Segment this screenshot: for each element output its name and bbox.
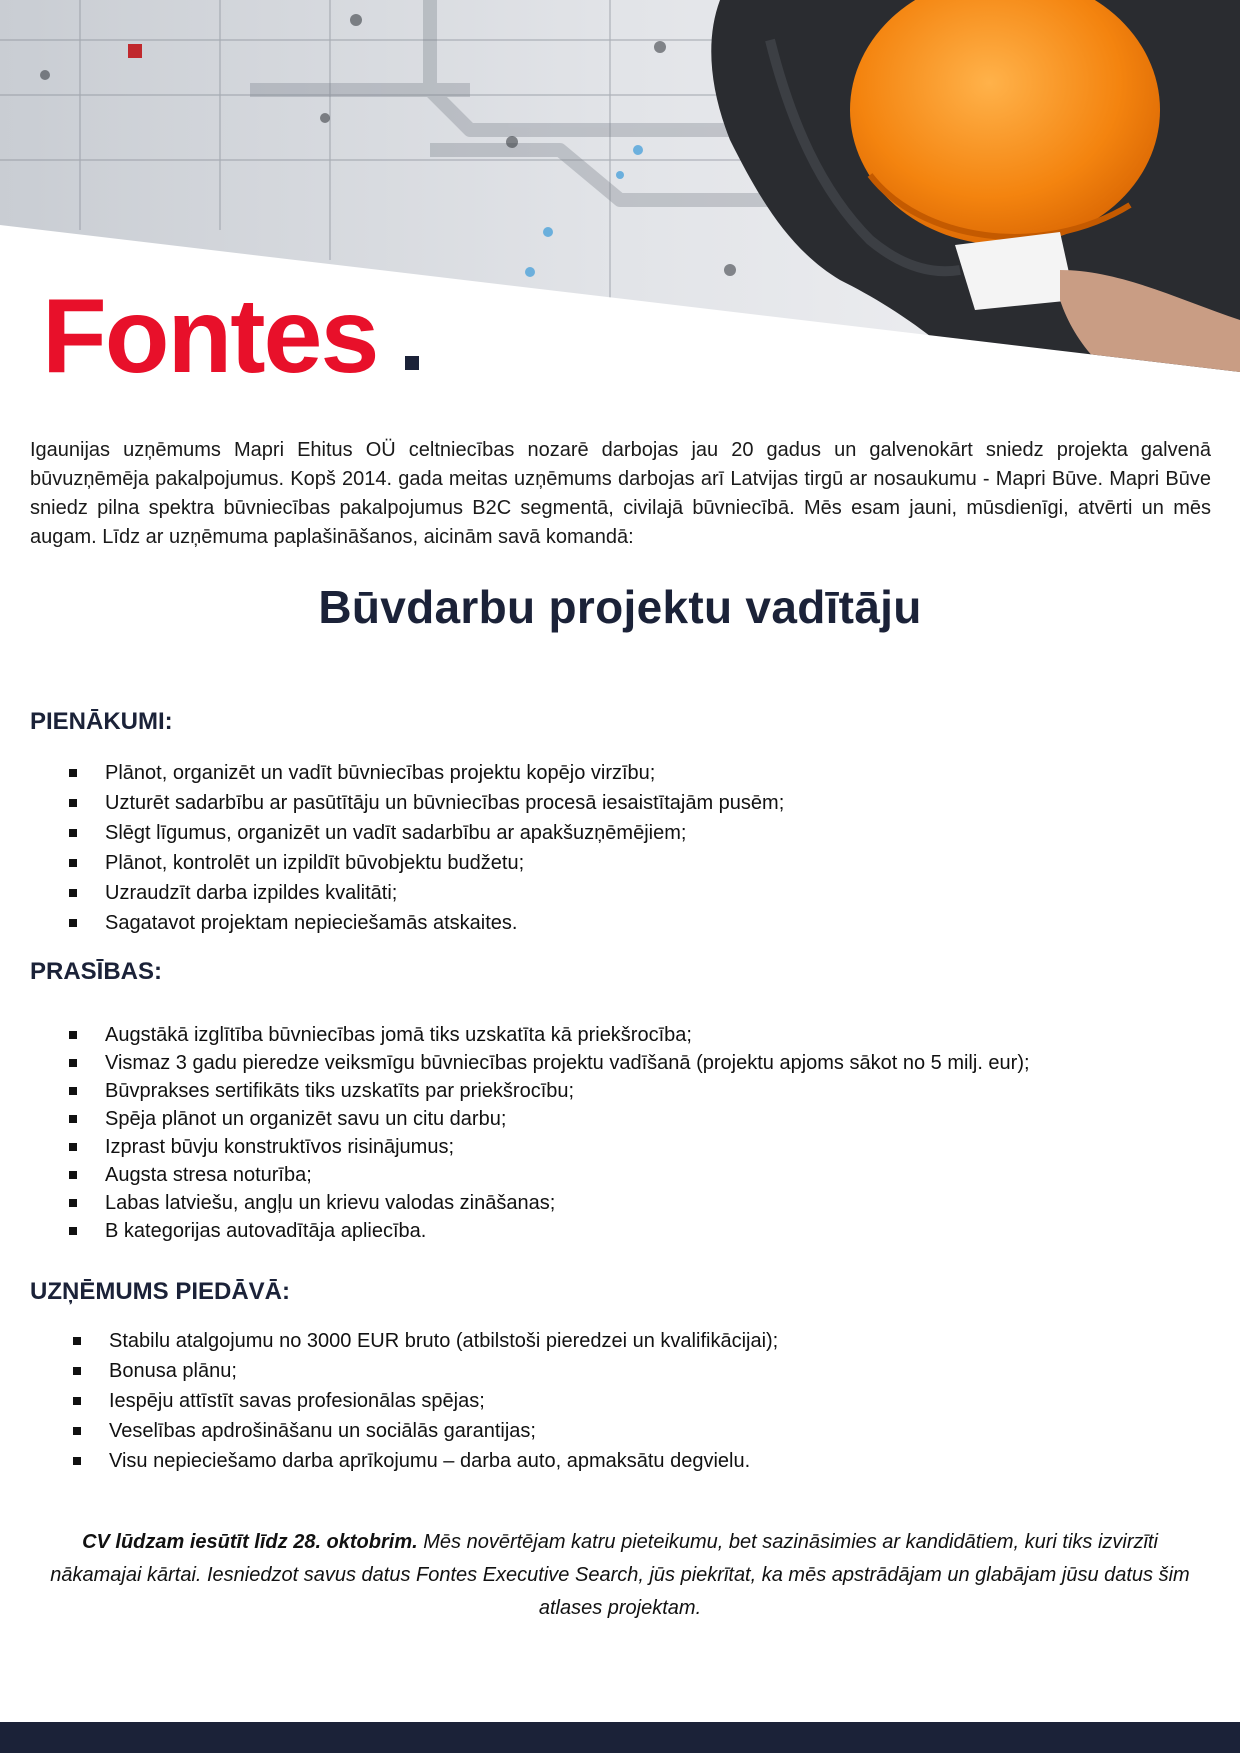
bullet-icon: [73, 1457, 81, 1465]
privacy-note: Mēs novērtējam katru pieteikumu, bet sazināsimies ar kandidātiem, kuri tiks izvirzīti nākamajai kārtai. Iesniedzot savus datus Fontes Executive Search, jūs piekrītat, ka mēs apstrādājam un glabājam jūsu datus šim atlases projektam.: [50, 1531, 1190, 1619]
bullet-icon: [69, 1143, 77, 1151]
fontes-logo: [42, 292, 432, 382]
bullet-icon: [73, 1367, 81, 1375]
duties-heading: PIENĀKUMI:: [30, 708, 173, 735]
bullet-icon: [73, 1427, 81, 1435]
bullet-icon: [69, 1171, 77, 1179]
bullet-icon: [69, 1227, 77, 1235]
company-intro: Igaunijas uzņēmums Mapri Ehitus OÜ celtniecības nozarē darbojas jau 20 gadus un galvenokārt sniedz projekta galvenā būvuzņēmēja pakalpojumus. Kopš 2014. gada meitas uzņēmums darbojas arī Latvijas tirgū ar nosaukumu - Mapri Būve. Mapri Būve sniedz pilna spektra būvniecības pakalpojumus B2C segmentā, civilajā būvniecībā. Mēs esam jauni, mūsdienīgi, atvērti un mēs augam. Līdz ar uzņēmuma paplašināšanos, aicinām savā komandā:: [30, 439, 1211, 548]
deadline-text: CV lūdzam iesūtīt līdz 28. oktobrim.: [82, 1531, 418, 1553]
bullet-icon: [69, 1199, 77, 1207]
bullet-icon: [69, 829, 77, 837]
footer-bar: [0, 1722, 1240, 1753]
requirements-heading: PRASĪBAS:: [30, 958, 163, 985]
bullet-icon: [69, 1115, 77, 1123]
bullet-icon: [69, 889, 77, 897]
bullet-icon: [69, 1059, 77, 1067]
bullet-icon: [73, 1337, 81, 1345]
bullet-icon: [69, 769, 77, 777]
job-title: Būvdarbu projektu vadītāju: [318, 581, 922, 633]
bullet-icon: [69, 799, 77, 807]
offer-heading: UZŅĒMUMS PIEDĀVĀ:: [30, 1278, 291, 1305]
application-note: [40, 1526, 1200, 1625]
svg-text:Fontes: Fontes: [42, 292, 378, 382]
bullet-icon: [73, 1397, 81, 1405]
bullet-icon: [69, 1087, 77, 1095]
bullet-icon: [69, 859, 77, 867]
bullet-icon: [69, 1031, 77, 1039]
bullet-icon: [69, 919, 77, 927]
